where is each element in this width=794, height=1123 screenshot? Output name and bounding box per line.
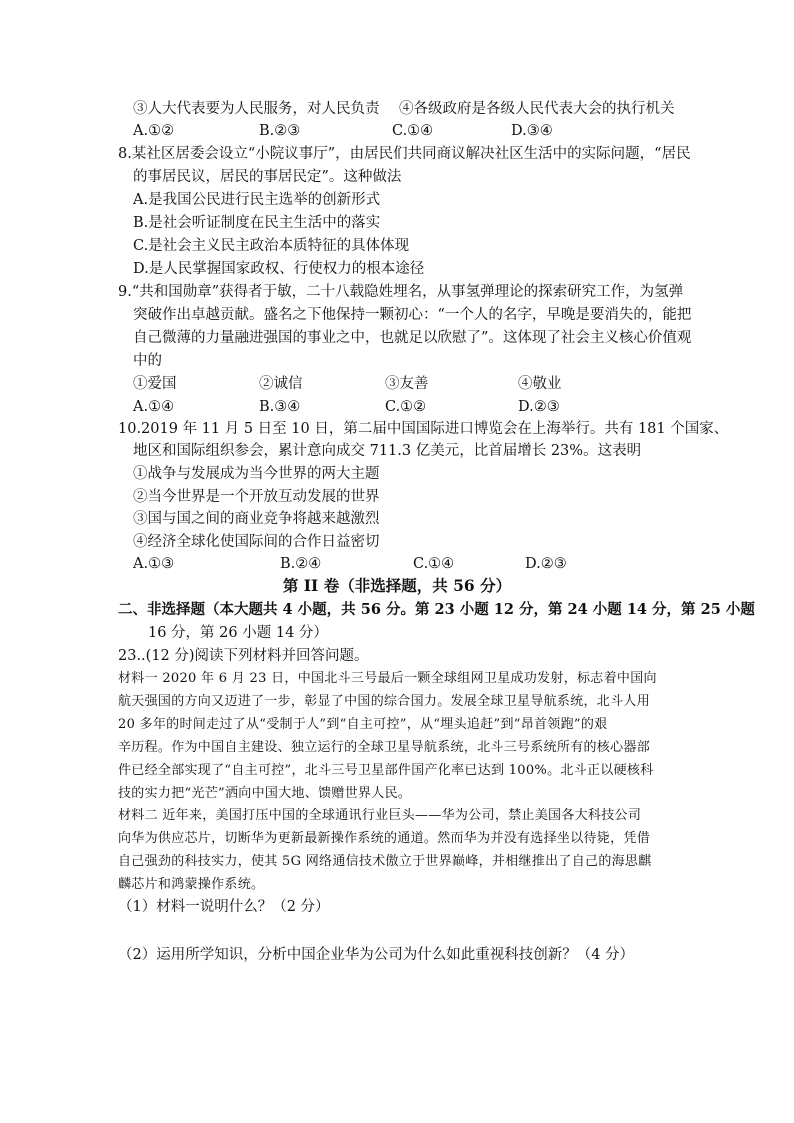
q10-option-a: A.①③: [133, 556, 175, 572]
q8-choice-a: A.是我国公民进行民主选举的创新形式: [133, 192, 381, 208]
q9-stem-line-2: 突破作出卓越贡献。盛名之下他保持一颗初心：“一个人的名字，早晚是要消失的，能把: [133, 307, 692, 323]
q10-stem-line-1: 10.2019 年 11 月 5 日至 10 日，第二届中国国际进口博览会在上海举行。共有 181 个国家、: [118, 421, 729, 437]
q9-item-3: ③友善: [385, 376, 429, 392]
part-2-heading-detail: （本大题共 4 小题，共 56 分。第 23 小题 12 分，第 24 小题 14 分，第 25 小题: [205, 601, 755, 618]
q7-option-d: D.③④: [511, 123, 553, 139]
material-1-line-6: 技的实力把“光芒”洒向中国大地、馈赠世界人民。: [118, 786, 412, 801]
q10-option-c: C.①④: [413, 556, 455, 572]
q7-option-b: B.②③: [259, 123, 301, 139]
q8-choice-d: D.是人民掌握国家政权、行使权力的根本途径: [133, 261, 425, 277]
q23-intro: 23..(12 分)阅读下列材料并回答问题。: [118, 648, 369, 664]
material-2-line-4: 麟芯片和鸿蒙操作系统。: [118, 877, 265, 892]
part-2-heading-continued: 16 分，第 26 小题 14 分）: [148, 625, 328, 641]
part-2-heading: [118, 600, 755, 620]
material-1-line-1: 材料一 2020 年 6 月 23 日，中国北斗三号最后一颗全球组网卫星成功发射，标志着中国向: [118, 671, 657, 686]
q8-stem-line-2: 的事居民议，居民的事居民定”。这种做法: [133, 169, 402, 185]
q10-option-d: D.②③: [525, 556, 567, 572]
q9-item-4: ④敬业: [518, 376, 562, 392]
q9-option-a: A.①④: [133, 399, 175, 415]
material-1-line-4: 辛历程。作为中国自主建设、独立运行的全球卫星导航系统，北斗三号系统所有的核心器部: [118, 740, 651, 755]
material-2-line-2: 向华为供应芯片，切断华为更新最新操作系统的通道。然而华为并没有选择坐以待毙，凭借: [118, 831, 651, 846]
q23-subquestion-2: （2）运用所学知识，分析中国企业华为公司为什么如此重视科技创新？（4 分）: [118, 947, 635, 963]
q10-item-3: ③国与国之间的商业竞争将越来越激烈: [133, 511, 380, 527]
q8-choice-c: C.是社会主义民主政治本质特征的具体体现: [133, 238, 410, 254]
q9-stem-line-1: 9.“共和国勋章”获得者于敏，二十八载隐姓埋名，从事氢弹理论的探索研究工作，为氢弹: [118, 284, 684, 300]
part-2-title: 第 II 卷（非选择题，共 56 分）: [282, 576, 512, 595]
q8-choice-b: B.是社会听证制度在民主生活中的落实: [133, 215, 381, 231]
q10-option-b: B.②④: [280, 556, 322, 572]
q10-stem-line-2: 地区和国际组织参会，累计意向成交 711.3 亿美元，比首届增长 23%。这表明: [133, 443, 642, 459]
q10-item-1: ①战争与发展成为当今世界的两大主题: [133, 466, 380, 482]
material-2-line-1: 材料二 近年来，美国打压中国的全球通讯行业巨头——华为公司，禁止美国各大科技公司: [118, 808, 642, 823]
part-2-heading-label: 二、非选择题: [118, 601, 205, 618]
q9-option-d: D.②③: [518, 399, 560, 415]
material-1-line-3: 20 多年的时间走过了从“受制于人”到“自主可控”，从“埋头追赶”到“昂首领跑”的艰: [118, 717, 608, 732]
q9-option-c: C.①②: [385, 399, 427, 415]
material-1-line-5: 件已经全部实现了“自主可控”，北斗三号卫星部件国产化率已达到 100%。北斗正以硬核科: [118, 763, 654, 778]
q9-stem-line-4: 中的: [133, 353, 162, 369]
q10-item-2: ②当今世界是一个开放互动发展的世界: [133, 489, 380, 505]
q9-option-b: B.③④: [259, 399, 301, 415]
material-1-line-2: 航天强国的方向又迈进了一步，彰显了中国的综合国力。发展全球卫星导航系统，北斗人用: [118, 694, 651, 709]
material-2-line-3: 自己强劲的科技实力，使其 5G 网络通信技术傲立于世界巅峰，并相继推出了自己的海思麒: [118, 854, 652, 869]
q9-item-2: ②诚信: [259, 376, 303, 392]
q7-option-c: C.①④: [392, 123, 434, 139]
q8-stem-line-1: 8.某社区居委会设立“小院议事厅”，由居民们共同商议解决社区生活中的实际问题，“居民: [118, 146, 691, 162]
q9-stem-line-3: 自己微薄的力量融进强国的事业之中，也就足以欣慰了”。这体现了社会主义核心价值观: [133, 330, 692, 346]
q7-option-a: A.①②: [133, 123, 175, 139]
q9-item-1: ①爱国: [133, 376, 177, 392]
q23-subquestion-1: （1）材料一说明什么？（2 分）: [118, 899, 330, 915]
q7-statement-3: ③人大代表要为人民服务，对人民负责: [133, 101, 380, 117]
q10-item-4: ④经济全球化使国际间的合作日益密切: [133, 534, 380, 550]
q7-statement-4: ④各级政府是各级人民代表大会的执行机关: [399, 101, 675, 117]
